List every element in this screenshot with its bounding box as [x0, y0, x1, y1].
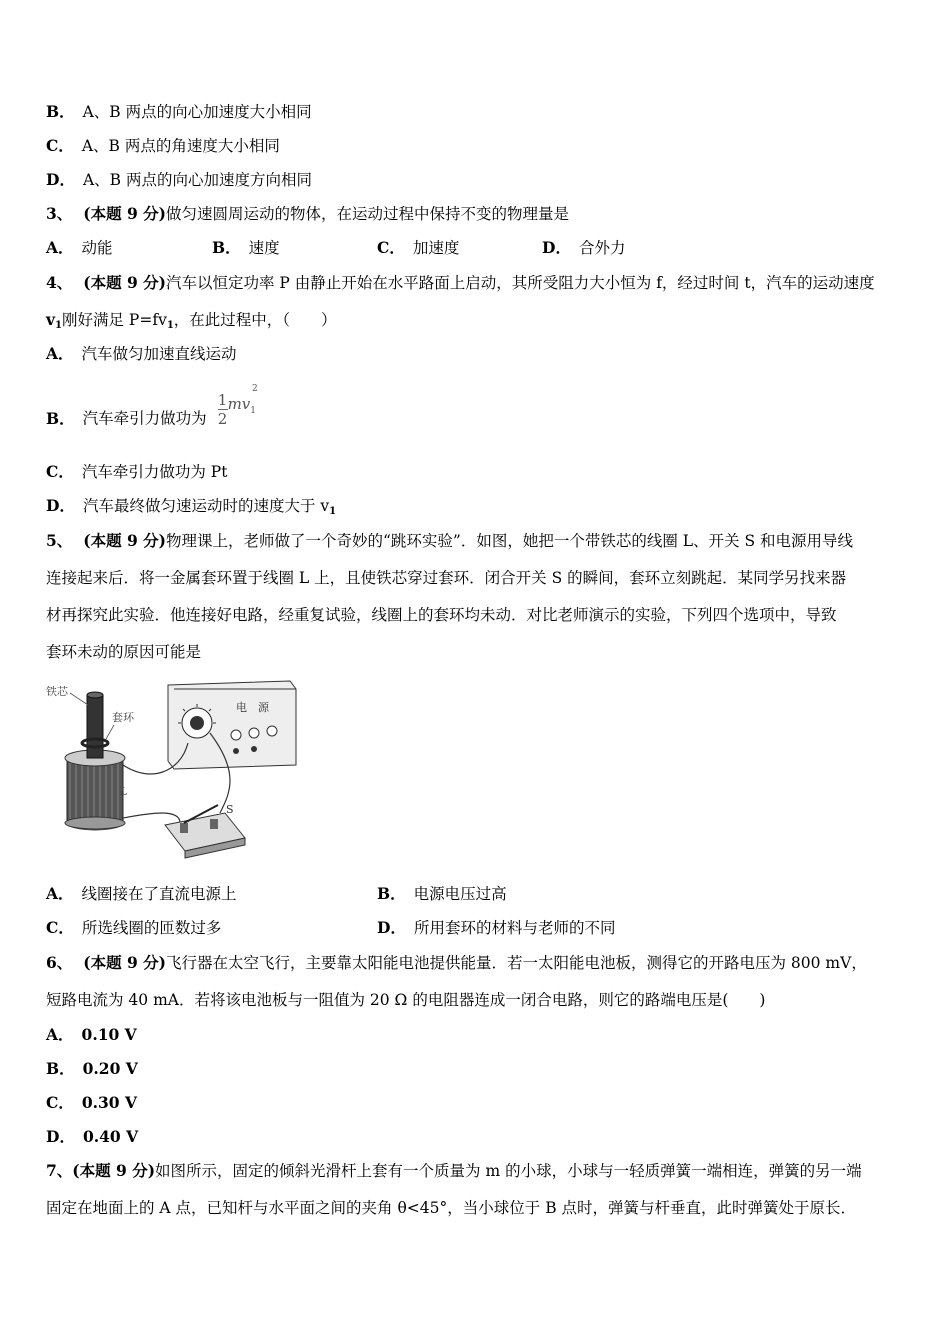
- q5-option-c: C． 所选线圈的匝数过多: [46, 918, 222, 937]
- coil-body: [67, 758, 123, 823]
- q2-option-b: B． A、B 两点的向心加速度大小相同: [46, 102, 312, 121]
- q2-option-d: D． A、B 两点的向心加速度方向相同: [46, 170, 312, 189]
- q3-option-a: A． 动能: [46, 238, 113, 257]
- q3-option-d: D． 合外力: [542, 238, 626, 257]
- q6-option-c: C． 0.30 V: [46, 1093, 138, 1112]
- label-switch: S: [226, 803, 234, 816]
- q6-stem-line2: 短路电流为 40 mA．若将该电池板与一阻值为 20 Ω 的电阻器连成一闭合电路，则它的路端电压是( ): [46, 991, 766, 1009]
- q3-options: [46, 237, 926, 259]
- q6-option-a: A． 0.10 V: [46, 1025, 137, 1044]
- terminal-3: [267, 726, 277, 736]
- terminal-1: [231, 730, 241, 740]
- q4-option-c: C． 汽车牵引力做功为 Pt: [46, 462, 228, 481]
- q5-option-d: D． 所用套环的材料与老师的不同: [377, 918, 616, 937]
- q5-stem-line1: 5、 (本题 9 分)物理课上，老师做了一个奇妙的“跳环实验”．如图，她把一个带铁芯的线圈 L、开关 S 和电源用导线: [46, 531, 854, 550]
- label-power: 电 源: [236, 701, 269, 714]
- q6-stem-line1: 6、 (本题 9 分)飞行器在太空飞行，主要靠太阳能电池提供能量．若一太阳能电池板，测得它的开路电压为 800 mV，: [46, 953, 867, 972]
- q4-stem-line2: $v_1$刚好满足 $P=fv_1$，在此过程中，（ ）: [46, 310, 337, 331]
- q5-option-b: B． 电源电压过高: [377, 884, 507, 903]
- mv-squared: $mv_1^2$: [227, 383, 258, 416]
- q7-stem-line2: 固定在地面上的 A 点，已知杆与水平面之间的夹角 θ<45°，当小球位于 B 点时，弹簧与杆垂直，此时弹簧处于原长．: [46, 1199, 857, 1217]
- q3-option-b: B． 速度: [212, 238, 280, 257]
- q2-option-c: C． A、B 两点的角速度大小相同: [46, 136, 280, 155]
- q4-stem-line1: 4、 (本题 9 分)汽车以恒定功率 P 由静止开始在水平路面上启动，其所受阻力大小恒为 f，经过时间 t，汽车的运动速度: [46, 273, 875, 292]
- q4-option-d: D． 汽车最终做匀速运动时的速度大于 $v_1$: [46, 496, 337, 517]
- q5-options-row1: [46, 883, 926, 905]
- q3-option-c: C． 加速度: [377, 238, 460, 257]
- q5-option-a: A． 线圈接在了直流电源上: [46, 884, 237, 903]
- q5-stem-line3: 材再探究此实验．他连接好电路，经重复试验，线圈上的套环均未动．对比老师演示的实验，下列四个选项中，导致: [46, 606, 837, 624]
- q5-options-row2: [46, 917, 926, 939]
- label-coil: L: [120, 785, 128, 798]
- q5-stem-line2: 连接起来后．将一金属套环置于线圈 L 上，且使铁芯穿过套环．闭合开关 S 的瞬间，套环立刻跳起．某同学另找来器: [46, 569, 847, 587]
- q7-stem-line1: 7、(本题 9 分)如图所示，固定的倾斜光滑杆上套有一个质量为 m 的小球，小球与一轻质弹簧一端相连，弹簧的另一端: [46, 1161, 862, 1180]
- jumping-ring-figure: [40, 673, 300, 868]
- q3-stem: 3、 (本题 9 分)做匀速圆周运动的物体，在运动过程中保持不变的物理量是: [46, 204, 569, 223]
- q5-stem-line4: 套环未动的原因可能是: [46, 643, 202, 661]
- label-core: 铁芯: [46, 685, 68, 698]
- terminal-2: [249, 728, 259, 738]
- q4-option-b: B． 汽车牵引力做功为 $\frac{1}{2}$ $mv_1^2$: [46, 401, 262, 438]
- q4-option-a: A． 汽车做匀加速直线运动: [46, 344, 237, 363]
- fraction-half: $\frac{1}{2}$: [217, 391, 228, 428]
- iron-core: [87, 695, 103, 758]
- q6-option-d: D． 0.40 V: [46, 1127, 139, 1146]
- q6-option-b: B． 0.20 V: [46, 1059, 138, 1078]
- wire-2: [123, 813, 180, 823]
- label-ring: 套环: [112, 711, 134, 724]
